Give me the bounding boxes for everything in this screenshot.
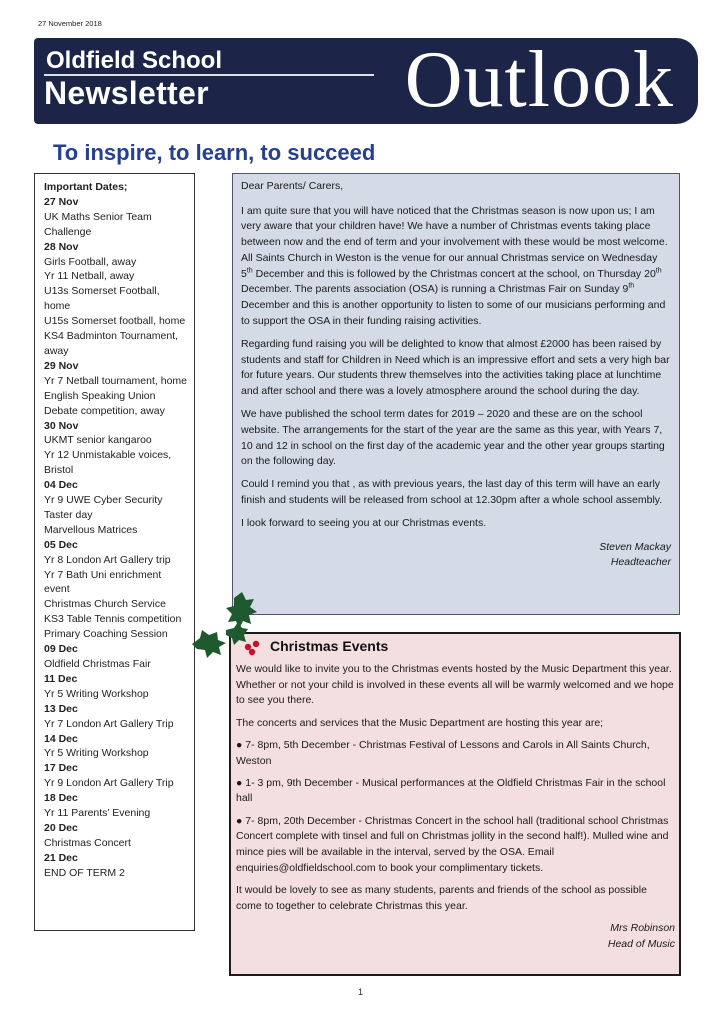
signature-role: Headteacher <box>610 556 671 569</box>
holly-icon <box>190 588 270 668</box>
event-item: ● 1- 3 pm, 9th December - Musical performances at the Oldfield Christmas Fair in the school hall <box>236 776 666 805</box>
masthead-banner <box>34 38 698 124</box>
date-event: Yr 7 Netball tournament, home <box>44 374 187 387</box>
date-event: END OF TERM 2 <box>44 866 125 879</box>
date-event: Yr 7 Bath Uni enrichment event <box>44 568 162 596</box>
holly-leaf-right <box>226 622 248 645</box>
important-dates-list <box>44 195 188 881</box>
date-event: KS4 Badminton Tournament, away <box>44 330 179 357</box>
date-heading: 05 Dec <box>44 538 78 551</box>
date-heading: 11 Dec <box>44 672 78 685</box>
christmas-events-panel <box>229 632 681 976</box>
date-event: Marvellous Matrices <box>44 523 138 536</box>
date-event: Yr 9 UWE Cyber Security Taster day <box>44 494 163 521</box>
signature-name: Steven Mackay <box>599 540 671 553</box>
letter-paragraph-1: I am quite sure that you will have noticed that the Christmas season is now upon us; I am very aware that your children have! We have a number of Christmas events taking place between now and the end of term and your involvement with these would be most welcome. All Saints Church in Weston is the venue for our annual Christmas service on Wednesday 5th December and this is followed by the Christmas concert at the school, on Thursday 20th December. The parents association (OSA) is running a Christmas Fair on Sunday 9th December and this is another opportunity to listen to some of our musicians performing and to support the OSA in their funding raising activities. <box>241 204 668 327</box>
date-event: Yr 7 London Art Gallery Trip <box>44 717 174 730</box>
date-event: Primary Coaching Session <box>44 628 168 641</box>
date-event: Oldfield Christmas Fair <box>44 658 151 670</box>
events-intro: We would like to invite you to the Christmas events hosted by the Music Department this year. Whether or not your child is involved in these events all will be warmly welcomed and we hope to see you there. <box>236 663 674 707</box>
date-event: Yr 8 London Art Gallery trip <box>44 553 171 566</box>
bullet-icon: ● <box>236 776 246 789</box>
date-event: Yr 5 Writing Workshop <box>44 747 149 760</box>
event-item: ● 7- 8pm, 20th December - Christmas Concert in the school hall (traditional school Christmas Concert complete with tinsel and full on Christmas jollity in the second half!). Mulled wine and mince pies will be available in the interval, served by the OSA. Email enquiries@oldfieldschool.com to book your complimentary tickets. <box>236 814 669 874</box>
bullet-icon: ● <box>236 814 246 827</box>
date-event: English Speaking Union Debate competition, away <box>44 389 165 417</box>
letter-paragraph-4: Could I remind you that , as with previous years, the last day of this term will have an early finish and students will be released from school at 12.30pm after a whole school assembly. <box>241 478 663 507</box>
date-event: Yr 5 Writing Workshop <box>44 687 149 700</box>
holly-leaf-top <box>226 592 257 629</box>
bullet-icon: ● <box>236 738 246 751</box>
date-event: Christmas Church Service <box>44 598 166 611</box>
signature-role: Head of Music <box>607 937 675 950</box>
date-heading: 13 Dec <box>44 702 78 715</box>
letter-paragraph-3: We have published the school term dates for 2019 – 2020 and these are on the school website. The arrangements for the start of the year are the same as this year, with Years 7, 10 and 12 in school on the first day of the academic year and the other year groups starting on the following day. <box>241 408 665 468</box>
date-heading: 09 Dec <box>44 643 78 656</box>
events-lead: The concerts and services that the Music Department are hosting this year are; <box>236 716 604 729</box>
date-event: U13s Somerset Football, home <box>44 285 160 313</box>
date-heading: 17 Dec <box>44 762 78 775</box>
date-heading: 27 Nov <box>44 195 79 208</box>
date-heading: 21 Dec <box>44 851 78 864</box>
letter-signature <box>241 540 671 571</box>
date-event: Yr 11 Netball, away <box>44 270 135 283</box>
events-closing: It would be lovely to see as many students, parents and friends of the school as possible come to together to celebrate Christmas this year. <box>236 883 647 912</box>
date-event: Girls Football, away <box>44 255 137 268</box>
letter-paragraph-2: Regarding fund raising you will be delighted to know that almost £2000 has been raised by students and staff for Children in Need which is an impressive effort and sets a very high bar for future years. Our students threw themselves into the activities taking place at lunchtime and after school and there was a lovely atmosphere around the school during the day. <box>241 337 670 397</box>
masthead-outlook-logo: Outlook <box>404 38 674 124</box>
letter-paragraph-5: I look forward to seeing you at our Christmas events. <box>241 517 487 530</box>
date-heading: 18 Dec <box>44 792 78 805</box>
date-event: Yr 12 Unmistakable voices, Bristol <box>44 449 172 477</box>
date-heading: 20 Dec <box>44 821 78 834</box>
date-event: KS3 Table Tennis competition <box>44 613 182 626</box>
date-event: Yr 11 Parents’ Evening <box>44 807 151 820</box>
letter-greeting: Dear Parents/ Carers, <box>241 180 344 192</box>
signature-name: Mrs Robinson <box>610 921 675 934</box>
date-event: Yr 9 London Art Gallery Trip <box>44 777 174 790</box>
date-event: U15s Somerset football, home <box>44 315 186 328</box>
holly-leaf-left <box>192 630 226 658</box>
date-heading: 28 Nov <box>44 240 79 253</box>
date-heading: 04 Dec <box>44 479 78 492</box>
masthead-newsletter-label: Newsletter <box>44 75 209 111</box>
events-header <box>236 640 675 662</box>
page-number: 1 <box>358 987 364 997</box>
school-motto: To inspire, to learn, to succeed <box>53 140 376 165</box>
berries-icon <box>245 641 259 655</box>
events-signature <box>236 921 675 952</box>
date-event: Christmas Concert <box>44 836 131 849</box>
headteacher-letter <box>232 173 680 615</box>
important-dates-panel <box>34 173 195 931</box>
event-item: ● 7- 8pm, 5th December - Christmas Festival of Lessons and Carols in All Saints Church, Weston <box>236 738 650 767</box>
important-dates-title: Important Dates; <box>44 181 128 193</box>
date-event: UKMT senior kangaroo <box>44 434 152 447</box>
events-title: Christmas Events <box>270 638 389 654</box>
masthead-school-name: Oldfield School <box>46 47 223 74</box>
date-event: UK Maths Senior Team Challenge <box>44 210 152 238</box>
date-heading: 30 Nov <box>44 419 79 432</box>
date-heading: 14 Dec <box>44 732 78 745</box>
date-heading: 29 Nov <box>44 359 79 372</box>
issue-date: 27 November 2018 <box>38 19 102 28</box>
